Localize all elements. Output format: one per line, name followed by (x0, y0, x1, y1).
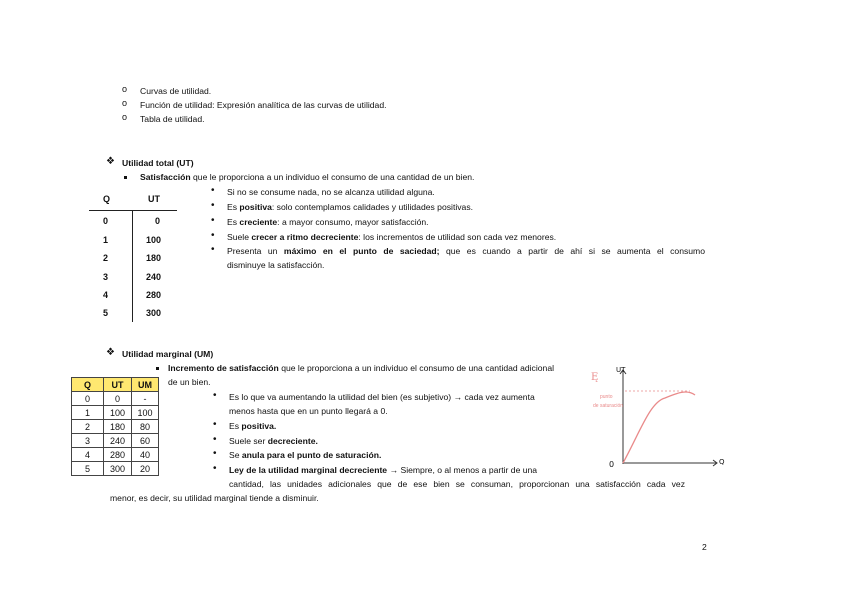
bullet: • (213, 419, 217, 430)
table-row: 5 300 20 (72, 462, 159, 476)
cell-ut: 240 (146, 272, 162, 282)
cell-q: 4 (103, 290, 109, 300)
um-point: Ley de la utilidad marginal decreciente → Siempre, o al menos a partir de una (229, 465, 538, 475)
table-row: 1 100 100 (72, 406, 159, 420)
table-header-row (72, 378, 159, 392)
ut-def-term: Satisfacción (140, 172, 191, 182)
ut-definition (140, 171, 474, 183)
ut-def-rest: que le proporciona a un individuo el consumo de una cantidad de un bien. (190, 172, 475, 182)
bullet: o (122, 98, 128, 108)
cell-ut: 0 (155, 216, 161, 226)
diamond-bullet-icon: ❖ (106, 347, 115, 358)
x-axis-label: Q (719, 458, 725, 466)
annotation-label: punto (600, 394, 613, 400)
bullet: • (213, 448, 217, 459)
utility-sketch (585, 362, 730, 474)
intro-item: Curvas de utilidad. (140, 86, 212, 96)
cell-q: 2 (103, 253, 109, 263)
table-row: 3 240 60 (72, 434, 159, 448)
um-point: Se anula para el punto de saturación. (229, 450, 382, 460)
bullet: • (211, 215, 215, 226)
ut-table-header-rule (89, 210, 177, 211)
intro-item: Tabla de utilidad. (140, 114, 205, 124)
bullet: • (213, 390, 217, 401)
page-number: 2 (702, 542, 707, 552)
cell-ut: 300 (146, 308, 162, 318)
ut-point: Es creciente: a mayor consumo, mayor satisfacción. (227, 217, 429, 227)
ut-point: Si no se consume nada, no se alcanza utilidad alguna. (227, 187, 435, 197)
um-point-cont: menos hasta que en un punto llegará a 0. (229, 406, 388, 416)
um-point-cont: cantidad, las unidades adicionales que de ese bien se consuman, proporcionan una satisfacción cada vez (229, 479, 685, 489)
table-row: 4 280 40 (72, 448, 159, 462)
section-title-ut: Utilidad total (UT) (122, 158, 194, 168)
um-point: Es positiva. (229, 421, 277, 431)
cell-q: 1 (103, 235, 109, 245)
ut-point-last: Presenta un máximo en el punto de saciedad; que es cuando a partir de ahí si se aumenta el consumo (227, 246, 705, 256)
header-ut: UT (104, 378, 132, 392)
ut-point: Es positiva: solo contemplamos calidades y utilidades positivas. (227, 202, 474, 212)
cell-ut: 280 (146, 290, 162, 300)
annotation-label: de saturación (593, 403, 624, 409)
origin-label: 0 (609, 460, 615, 469)
bullet: • (211, 200, 215, 211)
ut-point: Suele crecer a ritmo decreciente: los incrementos de utilidad son cada vez menores. (227, 232, 557, 242)
bullet: o (122, 112, 128, 122)
section-title-um: Utilidad marginal (UM) (122, 349, 214, 359)
bullet: • (211, 185, 215, 196)
um-definition: Incremento de satisfacción que le proporciona a un individuo el consumo de una cantidad adicional (168, 363, 555, 373)
square-bullet-icon (156, 367, 159, 370)
side-mark: Ę (591, 372, 599, 383)
um-point: Es lo que va aumentando la utilidad del bien (es subjetivo) → cada vez aumenta (229, 392, 535, 402)
bullet: • (213, 463, 217, 474)
um-point-cont: menor, es decir, su utilidad marginal tiende a disminuir. (110, 493, 319, 503)
cell-q: 3 (103, 272, 109, 282)
bullet: • (211, 244, 215, 255)
um-definition-cont: de un bien. (168, 377, 211, 387)
header-q: Q (72, 378, 104, 392)
diamond-bullet-icon: ❖ (106, 156, 115, 167)
intro-item: Función de utilidad: Expresión analítica de las curvas de utilidad. (140, 100, 387, 110)
header-um: UM (132, 378, 159, 392)
y-axis-label: UT (616, 366, 626, 374)
square-bullet-icon (124, 176, 127, 179)
ut-point-last-cont: disminuye la satisfacción. (227, 260, 325, 270)
bullet: • (213, 434, 217, 445)
table-row: 0 0 - (72, 392, 159, 406)
utility-curve-sketch (585, 362, 730, 474)
ut-table-column-rule (132, 210, 133, 322)
um-table (71, 377, 159, 476)
cell-ut: 100 (146, 235, 162, 245)
cell-ut: 180 (146, 253, 162, 263)
ut-table-header-ut: UT (148, 194, 160, 204)
bullet: o (122, 84, 128, 94)
cell-q: 5 (103, 308, 109, 318)
ut-table-header-q: Q (103, 194, 111, 204)
table-row: 2 180 80 (72, 420, 159, 434)
um-point: Suele ser decreciente. (229, 436, 318, 446)
bullet: • (211, 230, 215, 241)
ut-curve (623, 392, 695, 463)
cell-q: 0 (103, 216, 109, 226)
